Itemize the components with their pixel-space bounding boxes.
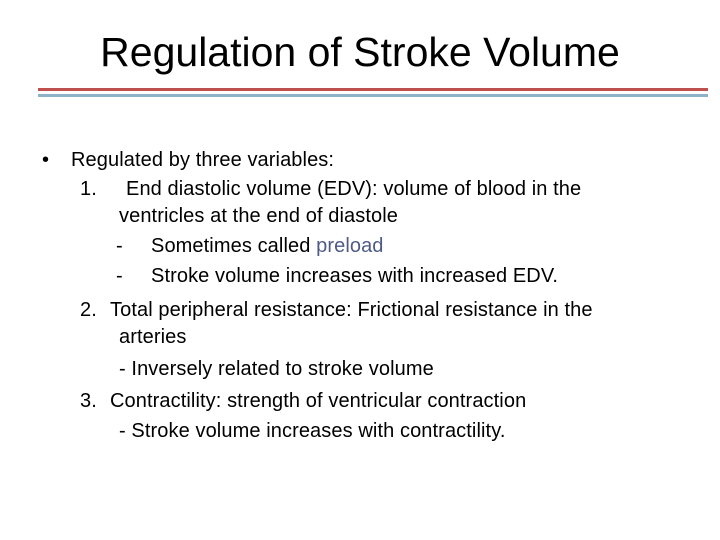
item-1-number: 1. [80,178,97,200]
item-2-line-1: Total peripheral resistance: Frictional resistance in the [110,299,593,321]
item-1-sub-2-text: Stroke volume increases with increased EDV. [151,265,559,287]
title-divider-red [38,88,708,91]
item-2-number: 2. [80,299,97,321]
item-1-sub-1 [151,233,384,259]
item-1-line-2: ventricles at the end of diastole [119,205,399,227]
item-1-line-1: End diastolic volume (EDV): volume of blood in the [126,178,582,200]
item-1-sub-2-marker: - [116,265,123,287]
item-3-number: 3. [80,390,97,412]
slide-title: Regulation of Stroke Volume [100,29,620,75]
bullet-text: Regulated by three variables: [71,149,335,171]
item-3-sub: - Stroke volume increases with contractility. [119,420,506,442]
item-2-sub: - Inversely related to stroke volume [119,358,434,380]
item-3-line-1: Contractility: strength of ventricular contraction [110,390,527,412]
item-2-line-2: arteries [119,326,187,348]
title-divider-blue [38,94,708,97]
item-1-sub-1-text: Sometimes called [151,235,317,257]
bullet-marker: • [42,149,50,171]
item-1-sub-1-marker: - [116,235,123,257]
preload-term: preload [316,235,384,257]
